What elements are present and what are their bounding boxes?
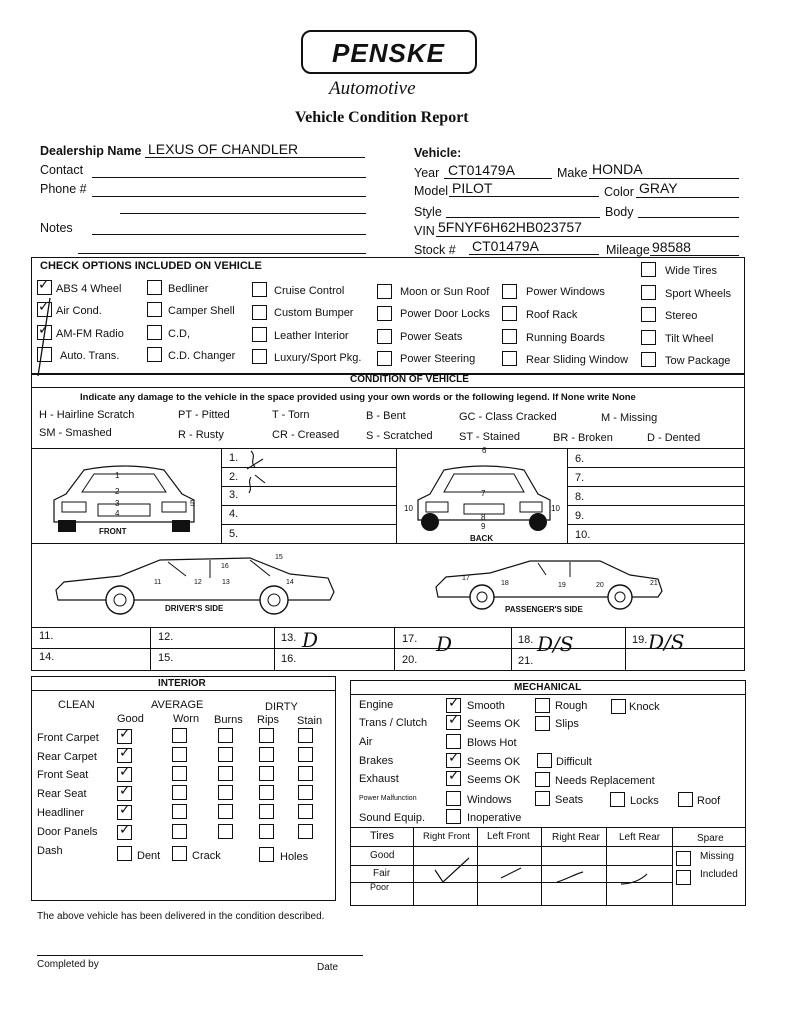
condition-heading: CONDITION OF VEHICLE <box>350 374 469 385</box>
model-value[interactable]: PILOT <box>452 180 493 196</box>
make-label: Make <box>557 166 588 180</box>
year-label: Year <box>414 166 440 180</box>
vehicle-heading: Vehicle: <box>414 146 462 160</box>
mileage-label: Mileage <box>606 243 650 257</box>
drivers-side-label: DRIVER'S SIDE <box>165 604 224 613</box>
mileage-value[interactable]: 98588 <box>652 239 691 255</box>
front-slot-marks <box>243 447 273 509</box>
back-label: BACK <box>470 534 494 543</box>
mechanical-heading: MECHANICAL <box>514 682 582 693</box>
vin-label: VIN <box>414 224 435 238</box>
hand-mark-18: D/S <box>537 632 574 656</box>
notes-label: Notes <box>40 221 73 235</box>
front-label: FRONT <box>99 527 127 536</box>
condition-instructions: Indicate any damage to the vehicle in the space provided using your own words or the following legend. If None write None <box>80 392 636 403</box>
options-heading: CHECK OPTIONS INCLUDED ON VEHICLE <box>40 260 262 272</box>
contact-label: Contact <box>40 163 84 177</box>
body-label: Body <box>605 205 634 219</box>
hand-mark-13: D <box>302 628 319 652</box>
page-title: Vehicle Condition Report <box>295 109 469 126</box>
completed-by-label: Completed by <box>37 959 99 970</box>
tire-fair-marks <box>425 852 665 888</box>
hand-mark-19: D/S <box>648 630 685 654</box>
interior-heading: INTERIOR <box>158 678 206 689</box>
color-value[interactable]: GRAY <box>639 180 678 196</box>
stock-label: Stock # <box>414 243 456 257</box>
footer-statement: The above vehicle has been delivered in the condition described. <box>37 911 325 922</box>
style-label: Style <box>414 205 442 219</box>
logo-subtitle: Automotive <box>329 78 416 99</box>
year-value[interactable]: CT01479A <box>448 162 515 178</box>
phone-label: Phone # <box>40 182 87 196</box>
car-front-diagram <box>44 460 204 536</box>
dealership-label: Dealership Name <box>40 144 142 158</box>
date-label: Date <box>317 962 339 973</box>
make-value[interactable]: HONDA <box>592 161 643 177</box>
logo <box>301 30 477 74</box>
stock-value[interactable]: CT01479A <box>472 238 539 254</box>
hand-mark-17: D <box>436 632 453 656</box>
car-passenger-side-diagram <box>430 553 670 613</box>
passenger-side-label: PASSENGER'S SIDE <box>505 605 583 614</box>
dealership-value[interactable]: LEXUS OF CHANDLER <box>148 141 299 157</box>
vin-value[interactable]: 5FNYF6H62HB023757 <box>438 219 582 235</box>
color-label: Color <box>604 185 634 199</box>
option-slash-mark <box>34 296 54 380</box>
model-label: Model <box>414 184 449 198</box>
logo-text: PENSKE <box>332 38 445 68</box>
